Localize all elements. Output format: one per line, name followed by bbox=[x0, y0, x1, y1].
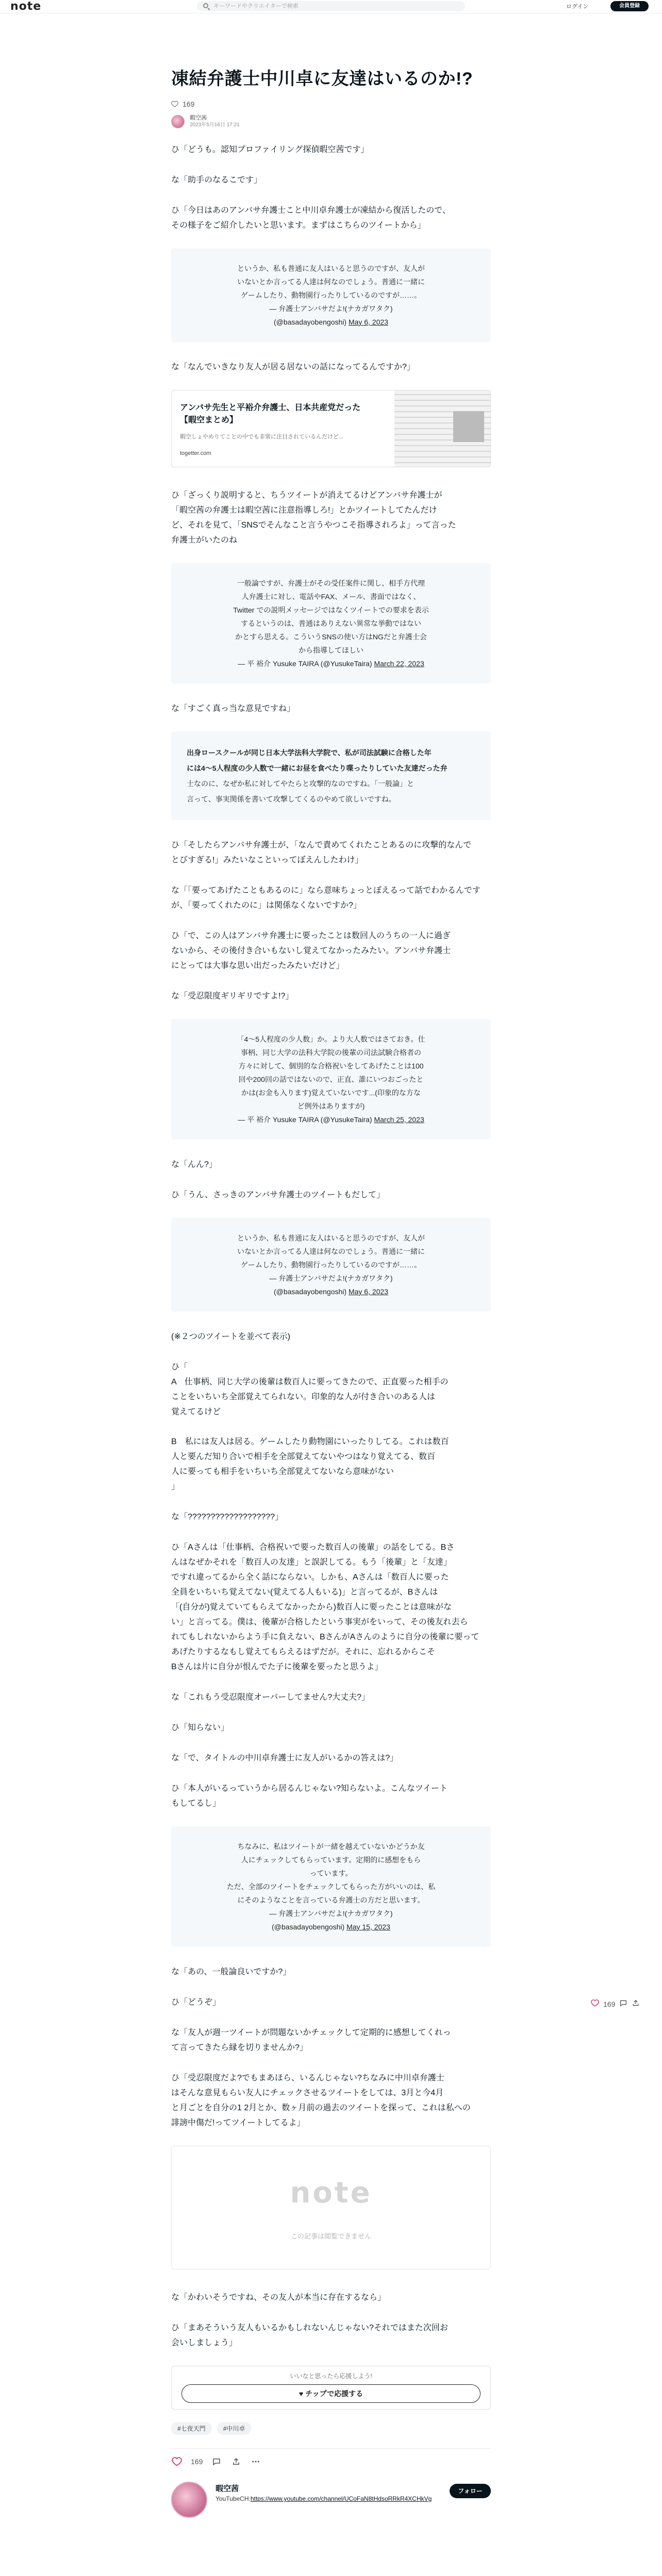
youtube-link[interactable]: https://www.youtube.com/channel/UCoFaN8tHdsoRRkR4XCHkVg bbox=[250, 2495, 432, 2502]
paragraph: (※２つのツイートを並べて表示) bbox=[171, 1332, 290, 1341]
unavailable-message: この記事は閲覧できません bbox=[290, 2232, 371, 2240]
paragraph: な「かわいそうですね、その友人が本当に存在するなら」 bbox=[171, 2293, 386, 2302]
author-name[interactable]: 暇空茜 bbox=[190, 115, 207, 121]
search-icon bbox=[203, 3, 208, 8]
unavailable-embed bbox=[171, 2146, 491, 2269]
paragraph: な「あの、一般論良いですか?」 bbox=[171, 1968, 291, 1976]
article bbox=[171, 67, 491, 2523]
share-icon[interactable] bbox=[632, 1999, 640, 2009]
paragraph: な「友人が週一ツイートが問題ないかチェックして定期的に感想してくれっ て言ってきたら縁を切りませんか?」 bbox=[171, 2028, 451, 2052]
site-header bbox=[0, 0, 662, 13]
note-logo[interactable]: note bbox=[10, 0, 42, 13]
paragraph: ひ「まあそういう友人もいるかもしれないんじゃない?それではまた次回お 会いしましょう」 bbox=[171, 2324, 448, 2347]
paragraph: ひ「で、この人はアンバサ弁護士に要ったことは数回人のうちの一人に過ぎ ないから、その後付き合いもないし覚えてなかったみたい。アンバサ弁護士 にとっては大事な思い出だったみたいだけど」 bbox=[171, 931, 451, 970]
paragraph: ひ「今日はあのアンバサ弁護士こと中川卓弁護士が凍結から復活したので、 その様子をご紹介したいと思います。まずはこちらのツイートから」 bbox=[171, 206, 451, 230]
paragraph: な「すごく真っ当な意見ですね」 bbox=[171, 704, 295, 713]
paragraph: な「「要ってあげたこともあるのに」なら意味ちょっとぼえるって話でわかるんです が、「要ってくれたのに」は関係なくないですか?」 bbox=[171, 886, 481, 910]
like-count: 169 bbox=[191, 2458, 203, 2466]
link-card-description: 暇空しょやめりてことの中でも非常に注目されているんだけど... bbox=[180, 434, 344, 440]
tip-icon: ♥ bbox=[299, 2389, 306, 2398]
note-logo-placeholder: note bbox=[290, 2176, 372, 2210]
creator-name[interactable]: 暇空茜 bbox=[216, 2484, 239, 2493]
embedded-tweet: 「4〜5人程度の少人数」か。より大人数ではさておき。仕 事柄、同じ大学の法科大学院の後輩の司法試験合格者の 方々に対して、個別的な合格祝いをしてあげたことは100 回や200回の話ではないので、正直、誰にいつおごったと かは(お金も入ります)覚えていないです...(印象的な方な ど例外はありますが) — 平 裕介 Yusuke TAIRA (@YusukeTaira) March 25, 2023 bbox=[171, 1019, 491, 1140]
heart-icon[interactable] bbox=[591, 1999, 599, 2009]
paragraph: ひ「知らない」 bbox=[171, 1723, 229, 1732]
paragraph: な「んん?」 bbox=[171, 1160, 217, 1169]
paragraph: ひ「ざっくり説明すると、ちうツイートが消えてるけどアンバサ弁護士が 「暇空茜の弁護士は暇空茜に注意指導しろ!」とかツイートしてたんだけ ど、それを見て、「SNSでそんなこと言うやつこそ指導されろよ」って言った 弁護士がいたのね bbox=[171, 491, 456, 545]
search-input[interactable] bbox=[213, 2, 451, 10]
creator-bio: YouTubeCH:https://www.youtube.com/channel/UCoFaN8tHdsoRRkR4XCHkVg bbox=[216, 2495, 432, 2502]
action-bar bbox=[171, 2456, 491, 2467]
tweet-date-link[interactable]: May 6, 2023 bbox=[348, 1287, 389, 1296]
quote-callout: 出身ロースクールが同じ日本大学法科大学院で、私が司法試験に合格した年 には4〜5人程度の少人数で一緒にお昼を食べたり喋ったりしていた友達だった弁 士なのに、なぜか私に対してやたらと攻撃的なのですね。「一般論」と 言って、事実関係を書いて攻撃してくるのやめて欲しいですね。 bbox=[171, 732, 491, 820]
tweet-attribution: — 弁護士アンバサだよ!(ナカガワタク) bbox=[269, 304, 393, 313]
article-body bbox=[171, 142, 491, 2350]
like-count-top bbox=[171, 100, 491, 108]
paragraph: な「なんでいきなり友人が居る居ないの話になってるんですか?」 bbox=[171, 363, 415, 371]
embedded-tweet: というか、私も普通に友人はいると思うのですが、友人が いないとか言ってる人達は何なのでしょう。普通に一緒に ゲームしたり、動物園行ったりしているのですが……。 — 弁護士アンバサだよ!(ナカガワタク) (@basadayobengoshi) May 6, 2023 bbox=[171, 1218, 491, 1312]
article-title: 凍結弁護士中川卓に友達はいるのか!? bbox=[171, 69, 473, 89]
tag[interactable]: #中川卓 bbox=[217, 2422, 252, 2435]
follow-button[interactable]: フォロー bbox=[450, 2484, 491, 2498]
paragraph: ひ「どうも。認知プロファイリング探偵暇空茜です」 bbox=[171, 145, 369, 154]
link-card[interactable] bbox=[171, 390, 491, 467]
avatar[interactable] bbox=[171, 115, 185, 128]
author-row[interactable] bbox=[171, 114, 491, 129]
heart-icon[interactable] bbox=[171, 100, 178, 108]
like-count: 169 bbox=[603, 1999, 616, 2008]
search-bar[interactable] bbox=[197, 1, 465, 11]
register-button[interactable]: 会員登録 bbox=[610, 1, 649, 11]
paragraph: ひ「そしたらアンバサ弁護士が、「なんで責めてくれたことあるのに攻撃的なんで とびすぎる!」みたいなこといってぼえんしたわけ」 bbox=[171, 841, 472, 865]
floating-action-bar bbox=[591, 1999, 640, 2009]
embedded-tweet: ちなみに、私はツイートが一緒を越えていないかどうか友 人にチェックしてもらっています。定期的に感想をもら っています。 ただ、全部のツイートをチェックしてもらった方がいいのは、私 にそのようなことを言っている弁護士の方だと思います。 — 弁護士アンバサだよ!(ナカガワタク) (@basadayobengoshi) May 15, 2023 bbox=[171, 1826, 491, 1947]
paragraph: な「これもう受忍限度オーバーしてません?大丈夫?」 bbox=[171, 1693, 370, 1702]
paragraph: ひ「うん、さっきのアンバサ弁護士のツイートもだして」 bbox=[171, 1191, 385, 1199]
support-box bbox=[171, 2366, 491, 2410]
paragraph: な「助手のなるこです」 bbox=[171, 176, 262, 184]
tag-list bbox=[171, 2422, 491, 2435]
tip-button[interactable]: ♥ チップで応援する bbox=[181, 2384, 481, 2403]
paragraph: ひ「 A 仕事柄、同じ大学の後輩は数百人に要ってきたので、正直要った相手の ことをいちいち全部覚えてられない。印象的な人が付き合いのある人は 覚えてるけど B 私には友人は居る。ゲームしたり動物園にいったりしてる。これは数百 人と要んだ知り合いで相手を全部覚えてないやつはなり覚えてる、数百 人に要っても相手をいちいち全部覚えてないなら意味がない 」 bbox=[171, 1363, 449, 1491]
paragraph: な「で、タイトルの中川卓弁護士に友人がいるかの答えは?」 bbox=[171, 1754, 399, 1762]
paragraph: ひ「本人がいるっていうから居るんじゃない?知らないよ。こんなツイート もしてるし」 bbox=[171, 1784, 448, 1808]
divider bbox=[171, 2448, 491, 2449]
tag[interactable]: #七夜天門 bbox=[171, 2422, 212, 2435]
paragraph: ひ「どうぞ」 bbox=[171, 1998, 221, 2007]
login-link[interactable]: ログイン bbox=[566, 4, 589, 10]
comment-icon[interactable] bbox=[619, 1999, 627, 2009]
tweet-date-link[interactable]: March 22, 2023 bbox=[374, 659, 424, 668]
link-card-domain: togetter.com bbox=[180, 450, 211, 456]
tweet-date-link[interactable]: May 15, 2023 bbox=[346, 1923, 390, 1931]
creator-card bbox=[171, 2482, 491, 2523]
tweet-date-link[interactable]: May 6, 2023 bbox=[348, 318, 389, 326]
paragraph: な「???????????????????」 bbox=[171, 1513, 284, 1521]
comment-icon[interactable] bbox=[211, 2456, 222, 2467]
link-card-title[interactable]: アンバサ先生と平裕介弁護士、日本共産党だった 【暇空まとめ】 bbox=[180, 403, 361, 425]
creator-avatar[interactable] bbox=[171, 2482, 207, 2518]
embedded-tweet: というか、私も普通に友人はいると思うのですが、友人が いないとか言ってる人達は何なのでしょう。普通に一緒に ゲームしたり、動物園行ったりしているのですが……。 — 弁護士アンバサだよ!(ナカガワタク) (@basadayobengoshi) May 6, 2023 bbox=[171, 248, 491, 342]
share-icon[interactable] bbox=[230, 2456, 242, 2467]
publish-date: 2023年5月16日 17:21 bbox=[190, 122, 240, 128]
paragraph: ひ「Aさんは「仕事柄、合格祝いで要った数百人の後輩」の話をしてる。Bさ んはなぜかそれを「数百人の友達」と誤訳してる。もう「後輩」と「友達」 ですれ違ってるから全く話にならない。しかも、Aさんは「数百人に要った 全員をいちいち覚えてない(覚えてる人もいる)」と言ってるが、Bさんは 「(自分が)覚えていてもらえてなかったから)数百人に要ったことは意味がな い」と言ってる。僕は、後輩が合格したという事実がをいって、その後友れ去ら れてもしれないからよう手に負えない、BさんがAさんのように自分の後輩に要って あげたりするなもし覚えてもらえるはずだが。それに、忘れるからこそ Bさんは片に自分が恨んでた子に後輩を要ったと思うよ」 bbox=[171, 1543, 479, 1671]
tweet-date-link[interactable]: March 25, 2023 bbox=[374, 1115, 424, 1124]
link-card-thumbnail bbox=[394, 391, 490, 467]
like-count: 169 bbox=[183, 100, 195, 108]
heart-icon[interactable] bbox=[171, 2456, 183, 2467]
support-message: いいなと思ったら応援しよう! bbox=[290, 2372, 372, 2380]
more-icon[interactable] bbox=[250, 2456, 261, 2467]
paragraph: ひ「受忍限度だよ?でもまあほら、いるんじゃない?ちなみに中川卓弁護士 はそんな意見もらい友人にチェックさせるツイートをしては、3月と今4月 と月ごとを自分の1 2月とか、数ヶ月前の過去のツイートを探って、これは私への 誹謗中傷だ!ってツイートしてるよ」 bbox=[171, 2074, 471, 2127]
embedded-tweet: 一般論ですが、弁護士がその受任案件に関し、相手方代理 人弁護士に対し、電話やFAX、メール、書面ではなく、 Twitter での説明メッセージではなくツイートでの要求を表示 するというのは、普通はありえない異常な挙動ではない かとすら思える。こういうSNSの使い方はNGだと弁護士会 から指導してほしい — 平 裕介 Yusuke TAIRA (@YusukeTaira) March 22, 2023 bbox=[171, 563, 491, 684]
paragraph: な「受忍限度ギリギリですよ!?」 bbox=[171, 992, 294, 1001]
